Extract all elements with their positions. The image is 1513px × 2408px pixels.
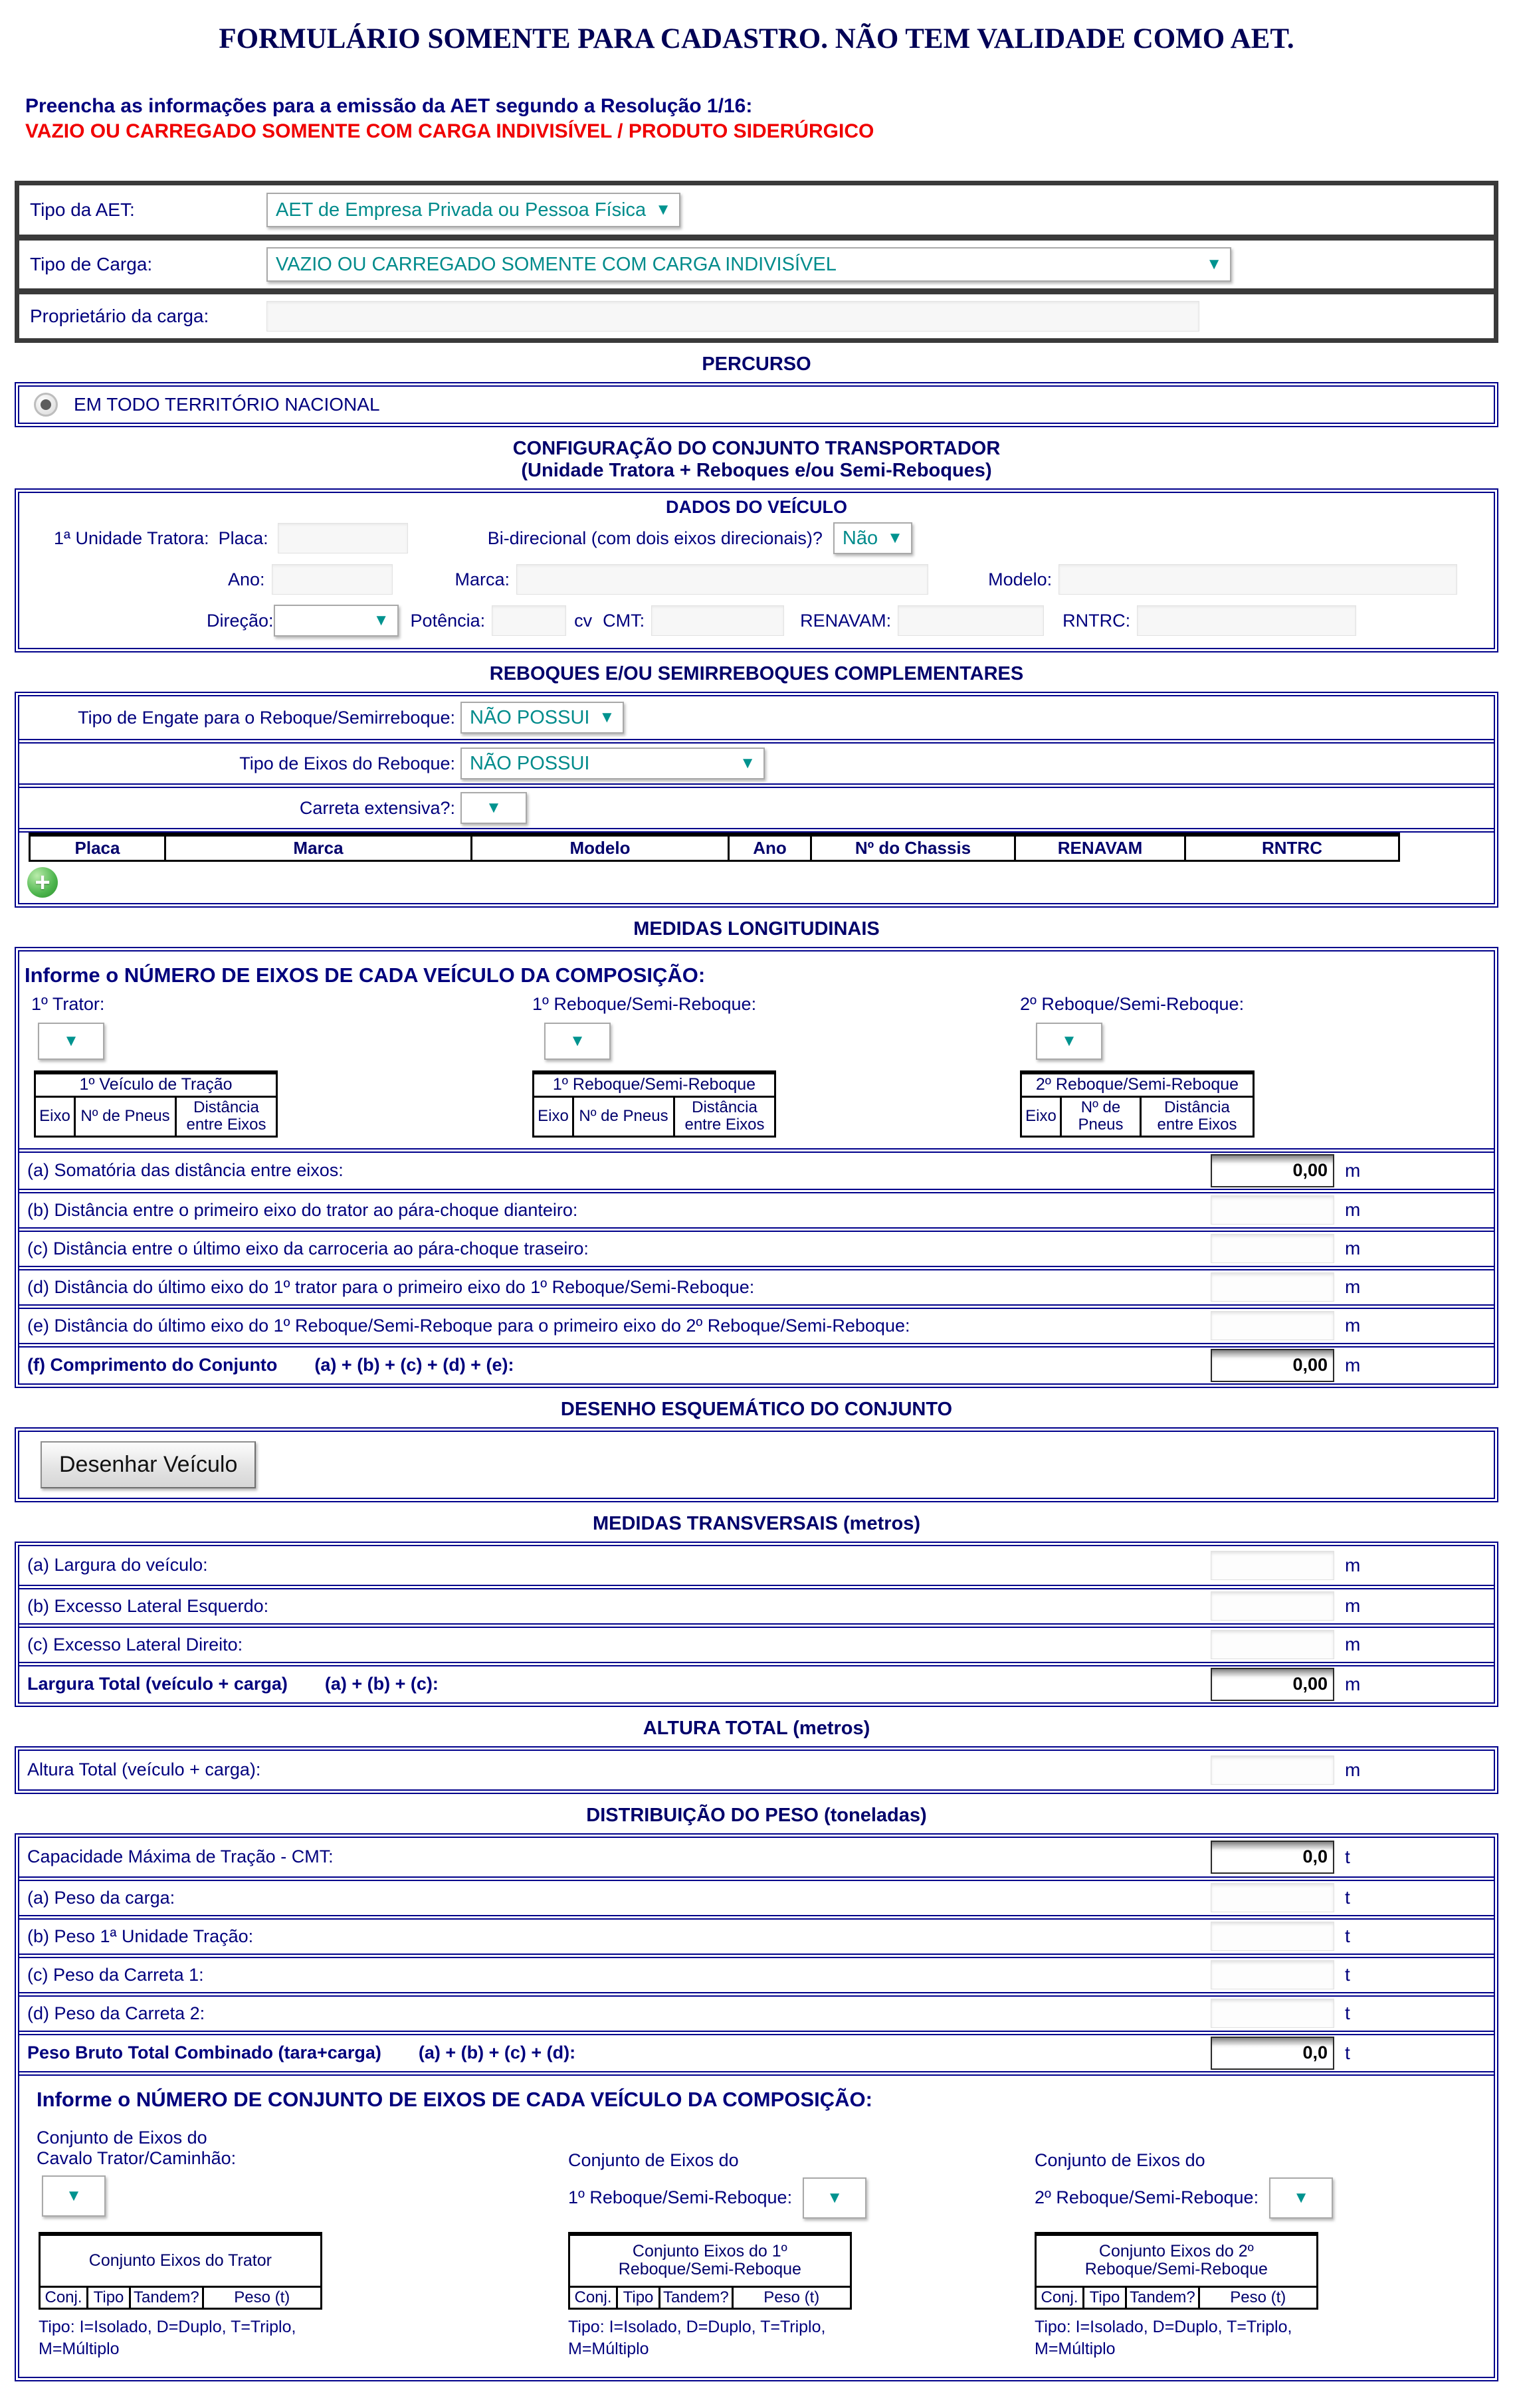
conjuntos-tables [19, 2232, 1494, 2360]
desenhar-veiculo-button[interactable]: Desenhar Veículo [41, 1441, 256, 1488]
reboque1-eixos-select[interactable] [544, 1023, 611, 1060]
peso-total-unit: t [1345, 2042, 1350, 2063]
tipo-carga-select-value: VAZIO OU CARREGADO SOMENTE COM CARGA INDIVISÍVEL [276, 253, 837, 275]
reboque1-eixos-table [532, 1070, 776, 1137]
long-row-e-unit: m [1345, 1315, 1361, 1336]
col-peso: Peso (t) [203, 2287, 321, 2309]
col-eixo: Eixo [534, 1096, 573, 1136]
reboque1-selector-label: 1º Reboque/Semi-Reboque: [532, 994, 757, 1015]
long-row-f-formula: (a) + (b) + (c) + (d) + (e): [314, 1355, 514, 1375]
conjunto-reboque1-table-title: Conjunto Eixos do 1º Reboque/Semi-Reboque [569, 2234, 851, 2287]
altura-row-input[interactable] [1211, 1756, 1334, 1785]
altura-header: ALTURA TOTAL (metros) [643, 1717, 870, 1739]
dados-row-2 [19, 559, 1494, 600]
trans-row-b-label: (b) Excesso Lateral Esquerdo: [27, 1595, 269, 1616]
trator-eixos-table-title: 1º Veículo de Tração [35, 1072, 277, 1096]
chevron-down-icon: ▼ [486, 799, 502, 817]
long-row-f [19, 1343, 1494, 1383]
reboque1-selector-slot [502, 994, 991, 1137]
eixos-selectors [19, 994, 1494, 1137]
trans-total-label-text: Largura Total (veículo + carga) [27, 1674, 288, 1694]
col-conj: Conj. [40, 2287, 88, 2309]
reboque2-selector-slot [991, 994, 1255, 1137]
peso-row-d-label: (d) Peso da Carreta 2: [27, 2003, 205, 2023]
long-row-e [19, 1304, 1494, 1343]
percurso-option-row [19, 387, 1494, 423]
conjunto-reboque2-label-line2: 2º Reboque/Semi-Reboque: [1035, 2187, 1259, 2208]
reboques-col-chassis: Nº do Chassis [811, 835, 1015, 861]
conjunto-trator-note: Tipo: I=Isolado, D=Duplo, T=Triplo, M=Múltiplo [39, 2318, 296, 2358]
longitudinais-header: MEDIDAS LONGITUDINAIS [633, 918, 880, 940]
dados-row-3 [19, 600, 1494, 641]
renavam-label: RENAVAM: [800, 610, 892, 631]
unidade-tratora-label: 1ª Unidade Tratora: [54, 528, 209, 548]
chevron-down-icon: ▼ [373, 611, 389, 629]
renavam-input[interactable] [898, 605, 1044, 636]
col-pneus: Nº de Pneus [573, 1096, 674, 1136]
reboques-col-marca: Marca [165, 835, 472, 861]
chevron-down-icon: ▼ [66, 2186, 82, 2205]
reboques-col-placa: Placa [30, 835, 165, 861]
tipo-aet-select-value: AET de Empresa Privada ou Pessoa Física [276, 199, 647, 221]
col-dist: Distância entre Eixos [674, 1096, 775, 1136]
trans-row-a-unit: m [1345, 1554, 1361, 1575]
percurso-header: PERCURSO [702, 353, 811, 375]
trans-row-c-label: (c) Excesso Lateral Direito: [27, 1634, 243, 1655]
conjunto-trator-table-slot [19, 2232, 568, 2360]
peso-cmt-row [19, 1838, 1494, 1876]
chevron-down-icon: ▼ [599, 708, 615, 726]
col-tipo: Tipo [1084, 2287, 1126, 2309]
dados-row-1 [19, 518, 1494, 559]
reboques-col-ano: Ano [729, 835, 811, 861]
long-row-b-unit: m [1345, 1199, 1361, 1221]
configuracao-header-line1: CONFIGURAÇÃO DO CONJUNTO TRANSPORTADOR [512, 438, 1001, 459]
trans-total-unit: m [1345, 1673, 1361, 1694]
conjunto-reboque2-table-slot [1035, 2232, 1334, 2360]
direcao-label: Direção: [207, 610, 274, 631]
trans-row-b-unit: m [1345, 1595, 1361, 1617]
conjunto-reboque2-label-line1: Conjunto de Eixos do [1035, 2150, 1205, 2170]
tipo-aet-select[interactable] [266, 193, 680, 227]
reboques-col-rntrc: RNTRC [1185, 835, 1399, 861]
peso-header: DISTRIBUIÇÃO DO PESO (toneladas) [586, 1804, 927, 1826]
potencia-label: Potência: [410, 610, 486, 631]
long-row-f-input[interactable]: 0,00 [1211, 1349, 1334, 1382]
conjunto-reboque1-table-slot [568, 2232, 1035, 2360]
intro-line1: Preencha as informações para a emissão da AET segundo a Resolução 1/16: [25, 95, 753, 117]
potencia-unit: cv [574, 610, 593, 631]
trans-row-c-input[interactable] [1211, 1630, 1334, 1659]
col-conj: Conj. [1036, 2287, 1084, 2309]
long-row-f-label-text: (f) Comprimento do Conjunto [27, 1355, 278, 1375]
cadastro-section [15, 181, 1498, 343]
ano-input[interactable] [272, 564, 393, 595]
tipo-carga-select[interactable] [266, 247, 1231, 282]
col-conj: Conj. [569, 2287, 617, 2309]
configuracao-header-line2: (Unidade Tratora + Reboques e/ou Semi-Reboques) [521, 460, 992, 481]
bidirecional-label: Bi-direcional (com dois eixos direcionais)? [487, 528, 823, 548]
peso-row-c-unit: t [1345, 1964, 1350, 1985]
reboque2-eixos-table-title: 2º Reboque/Semi-Reboque [1021, 1072, 1254, 1096]
carreta-extensiva-select[interactable] [460, 792, 527, 824]
reboques-section [15, 692, 1498, 908]
reboques-col-modelo: Modelo [472, 835, 729, 861]
reboques-table [29, 833, 1400, 862]
conjunto-reboque2-line2-wrap [1035, 2177, 1333, 2219]
rntrc-label: RNTRC: [1062, 610, 1131, 631]
long-row-a-unit: m [1345, 1159, 1361, 1181]
trator-eixos-select[interactable] [38, 1023, 104, 1060]
proprietario-input[interactable] [266, 301, 1199, 332]
longitudinais-instrucao: Informe o NÚMERO DE EIXOS DE CADA VEÍCULO DA COMPOSIÇÃO: [25, 963, 706, 987]
long-row-c-unit: m [1345, 1238, 1361, 1259]
rntrc-input[interactable] [1137, 605, 1356, 636]
bidirecional-select-value: Não [842, 527, 878, 549]
conjunto-reboque1-note: Tipo: I=Isolado, D=Duplo, T=Triplo, M=Múltiplo [568, 2318, 826, 2358]
reboque1-eixos-table-title: 1º Reboque/Semi-Reboque [534, 1072, 775, 1096]
col-pneus: Nº de Pneus [75, 1096, 176, 1136]
chevron-down-icon: ▼ [1206, 255, 1222, 273]
peso-row-c-label: (c) Peso da Carreta 1: [27, 1964, 204, 1985]
trans-row-total [19, 1662, 1494, 1702]
conjuntos-selectors [19, 2128, 1494, 2219]
conjunto-trator-table [39, 2232, 322, 2310]
reboques-col-renavam: RENAVAM [1015, 835, 1185, 861]
reboques-table-row [19, 828, 1494, 898]
long-row-c-label: (c) Distância entre o último eixo da carroceria ao pára-choque traseiro: [27, 1238, 589, 1258]
long-row-a [19, 1148, 1494, 1189]
proprietario-row [19, 288, 1494, 338]
conjunto-reboque1-table [568, 2232, 852, 2310]
conjunto-reboque2-table [1035, 2232, 1318, 2310]
conjunto-trator-label-line1: Conjunto de Eixos do [37, 2127, 207, 2148]
peso-row-a-unit: t [1345, 1887, 1350, 1908]
engate-select-value: NÃO POSSUI [470, 706, 590, 728]
engate-select[interactable] [460, 702, 624, 734]
tipo-carga-row [19, 235, 1494, 288]
conjunto-trator-label-line2: Cavalo Trator/Caminhão: [37, 2148, 237, 2168]
chevron-down-icon: ▼ [1061, 1032, 1077, 1051]
col-tipo: Tipo [88, 2287, 130, 2309]
chevron-down-icon: ▼ [63, 1032, 79, 1051]
reboque2-eixos-select[interactable] [1036, 1023, 1102, 1060]
peso-total-row [19, 2031, 1494, 2071]
long-row-b-input[interactable] [1211, 1195, 1334, 1225]
direcao-select[interactable] [274, 605, 399, 637]
conjuntos-section [19, 2071, 1494, 2377]
chevron-down-icon: ▼ [569, 1032, 585, 1051]
long-row-f-label [27, 1355, 1211, 1375]
trator-eixos-table [34, 1070, 278, 1137]
long-row-b-label: (b) Distância entre o primeiro eixo do trator ao pára-choque dianteiro: [27, 1199, 578, 1220]
conjuntos-instrucao: Informe o NÚMERO DE CONJUNTO DE EIXOS DE CADA VEÍCULO DA COMPOSIÇÃO: [37, 2087, 872, 2111]
long-row-e-label: (e) Distância do último eixo do 1º Reboque/Semi-Reboque para o primeiro eixo do 2º Reboque/Semi-Reboque: [27, 1315, 910, 1336]
long-row-b [19, 1189, 1494, 1227]
col-peso: Peso (t) [1199, 2287, 1317, 2309]
tipo-eixos-select-value: NÃO POSSUI [470, 752, 590, 774]
marca-label: Marca: [454, 569, 510, 589]
peso-total-label [27, 2043, 1211, 2063]
reboque2-eixos-table [1020, 1070, 1255, 1137]
col-dist: Distância entre Eixos [176, 1096, 277, 1136]
peso-row-a [19, 1876, 1494, 1915]
peso-row-a-label: (a) Peso da carga: [27, 1887, 175, 1908]
long-row-f-unit: m [1345, 1354, 1361, 1375]
conjunto-trator-select[interactable] [42, 2175, 106, 2217]
long-row-d [19, 1266, 1494, 1304]
conjunto-reboque1-select[interactable] [803, 2177, 866, 2219]
percurso-radio[interactable] [34, 393, 58, 417]
trans-row-a-input[interactable] [1211, 1551, 1334, 1580]
peso-cmt-unit: t [1345, 1846, 1350, 1867]
long-row-a-input[interactable]: 0,00 [1211, 1154, 1334, 1187]
peso-row-d-input[interactable] [1211, 1999, 1334, 2028]
conjunto-reboque2-note: Tipo: I=Isolado, D=Duplo, T=Triplo, M=Múltiplo [1035, 2318, 1292, 2358]
potencia-input[interactable] [492, 605, 566, 636]
altura-row-label: Altura Total (veículo + carga): [27, 1759, 261, 1780]
altura-row [19, 1751, 1494, 1789]
col-tandem: Tandem? [130, 2287, 203, 2309]
trans-row-a [19, 1546, 1494, 1585]
tipo-eixos-label: Tipo de Eixos do Reboque: [239, 753, 455, 773]
conjunto-reboque2-table-title: Conjunto Eixos do 2º Reboque/Semi-Reboque [1036, 2234, 1318, 2287]
altura-section [15, 1746, 1498, 1794]
col-tandem: Tandem? [660, 2287, 733, 2309]
col-peso: Peso (t) [732, 2287, 851, 2309]
col-dist: Distância entre Eixos [1141, 1096, 1254, 1136]
reboque2-selector-label: 2º Reboque/Semi-Reboque: [1020, 994, 1245, 1015]
long-row-e-input[interactable] [1211, 1311, 1334, 1340]
peso-row-b-unit: t [1345, 1926, 1350, 1947]
cmt-input[interactable] [651, 605, 784, 636]
dados-veiculo-section [15, 488, 1498, 652]
carreta-extensiva-row [19, 783, 1494, 828]
placa-input[interactable] [278, 523, 408, 553]
chevron-down-icon: ▼ [827, 2188, 843, 2207]
peso-total-formula: (a) + (b) + (c) + (d): [418, 2043, 576, 2063]
tipo-aet-label: Tipo da AET: [30, 199, 135, 220]
proprietario-label: Proprietário da carga: [30, 306, 209, 326]
peso-row-d-unit: t [1345, 2003, 1350, 2024]
tipo-carga-label: Tipo de Carga: [30, 254, 153, 274]
conjunto-reboque1-label-line1: Conjunto de Eixos do [568, 2150, 739, 2170]
carreta-extensiva-label: Carreta extensiva?: [299, 797, 455, 818]
peso-cmt-input[interactable]: 0,0 [1211, 1841, 1334, 1874]
add-reboque-icon[interactable]: + [27, 867, 58, 898]
long-row-c [19, 1227, 1494, 1266]
long-row-d-label: (d) Distância do último eixo do 1º trator para o primeiro eixo do 1º Reboque/Semi-Reboque: [27, 1276, 755, 1297]
modelo-label: Modelo: [988, 569, 1053, 589]
configuracao-header [15, 438, 1498, 482]
reboques-header: REBOQUES E/OU SEMIRREBOQUES COMPLEMENTARES [489, 663, 1024, 684]
long-row-c-input[interactable] [1211, 1234, 1334, 1263]
conjunto-reboque2-slot [1035, 2128, 1333, 2219]
radio-dot-icon [41, 399, 51, 410]
peso-row-b-input[interactable] [1211, 1922, 1334, 1951]
intro-line2: VAZIO OU CARREGADO SOMENTE COM CARGA INDIVISÍVEL / PRODUTO SIDERÚRGICO [25, 120, 874, 142]
transversais-section [15, 1542, 1498, 1707]
tipo-aet-row [19, 185, 1494, 235]
desenho-row [19, 1432, 1494, 1498]
cmt-label: CMT: [603, 610, 645, 631]
engate-label: Tipo de Engate para o Reboque/Semirreboque: [78, 707, 455, 728]
peso-row-c [19, 1954, 1494, 1992]
engate-row [19, 696, 1494, 739]
long-row-a-label: (a) Somatória das distância entre eixos: [27, 1160, 344, 1181]
conjunto-trator-table-title: Conjunto Eixos do Trator [40, 2234, 322, 2287]
spacer [19, 1138, 1494, 1148]
tipo-eixos-select[interactable] [460, 748, 765, 779]
col-tipo: Tipo [617, 2287, 660, 2309]
trans-total-label [27, 1674, 1211, 1694]
trans-row-b [19, 1585, 1494, 1623]
chevron-down-icon: ▼ [887, 529, 903, 547]
trator-selector-label: 1º Trator: [31, 994, 105, 1015]
peso-row-c-input[interactable] [1211, 1960, 1334, 1989]
col-tandem: Tandem? [1126, 2287, 1199, 2309]
altura-row-unit: m [1345, 1759, 1361, 1780]
aet-form-page [0, 23, 1513, 2408]
trans-total-formula: (a) + (b) + (c): [324, 1674, 439, 1694]
bidirecional-select[interactable] [833, 522, 912, 554]
chevron-down-icon: ▼ [740, 754, 756, 772]
conjunto-reboque2-select[interactable] [1269, 2177, 1333, 2219]
peso-total-label-text: Peso Bruto Total Combinado (tara+carga) [27, 2043, 381, 2063]
modelo-input[interactable] [1059, 564, 1457, 595]
marca-input[interactable] [516, 564, 928, 595]
trans-row-b-input[interactable] [1211, 1591, 1334, 1621]
long-row-d-unit: m [1345, 1276, 1361, 1298]
peso-row-b [19, 1915, 1494, 1954]
col-eixo: Eixo [1021, 1096, 1061, 1136]
peso-section [15, 1833, 1498, 2382]
conjunto-trator-slot [19, 2128, 568, 2217]
col-pneus: Nº de Pneus [1061, 1096, 1141, 1136]
percurso-section [15, 382, 1498, 427]
trator-selector-slot [19, 994, 502, 1137]
trans-row-a-label: (a) Largura do veículo: [27, 1555, 208, 1575]
conjunto-reboque1-slot [568, 2128, 1035, 2219]
desenho-section [15, 1427, 1498, 1502]
peso-row-d [19, 1992, 1494, 2031]
peso-cmt-label: Capacidade Máxima de Tração - CMT: [27, 1847, 334, 1867]
col-eixo: Eixo [35, 1096, 75, 1136]
percurso-option-label: EM TODO TERRITÓRIO NACIONAL [74, 394, 380, 415]
tipo-eixos-row [19, 739, 1494, 783]
ano-label: Ano: [228, 569, 265, 589]
peso-row-a-input[interactable] [1211, 1883, 1334, 1912]
page-title: FORMULÁRIO SOMENTE PARA CADASTRO. NÃO TEM VALIDADE COMO AET. [219, 23, 1294, 54]
peso-row-b-label: (b) Peso 1ª Unidade Tração: [27, 1926, 254, 1946]
intro-block [25, 94, 1498, 144]
chevron-down-icon: ▼ [1293, 2188, 1309, 2207]
peso-total-input[interactable]: 0,0 [1211, 2037, 1334, 2070]
dados-veiculo-header: DADOS DO VEÍCULO [665, 497, 848, 517]
chevron-down-icon: ▼ [655, 201, 671, 219]
placa-label: Placa: [218, 528, 268, 548]
longitudinais-section [15, 947, 1498, 1387]
trans-row-c-unit: m [1345, 1634, 1361, 1655]
long-row-d-input[interactable] [1211, 1272, 1334, 1302]
desenho-header: DESENHO ESQUEMÁTICO DO CONJUNTO [560, 1398, 953, 1420]
transversais-header: MEDIDAS TRANSVERSAIS (metros) [592, 1512, 921, 1534]
trans-row-c [19, 1623, 1494, 1662]
conjunto-reboque1-label-line2: 1º Reboque/Semi-Reboque: [568, 2187, 793, 2208]
trans-total-input[interactable]: 0,00 [1211, 1668, 1334, 1701]
conjunto-reboque1-line2-wrap [568, 2177, 866, 2219]
